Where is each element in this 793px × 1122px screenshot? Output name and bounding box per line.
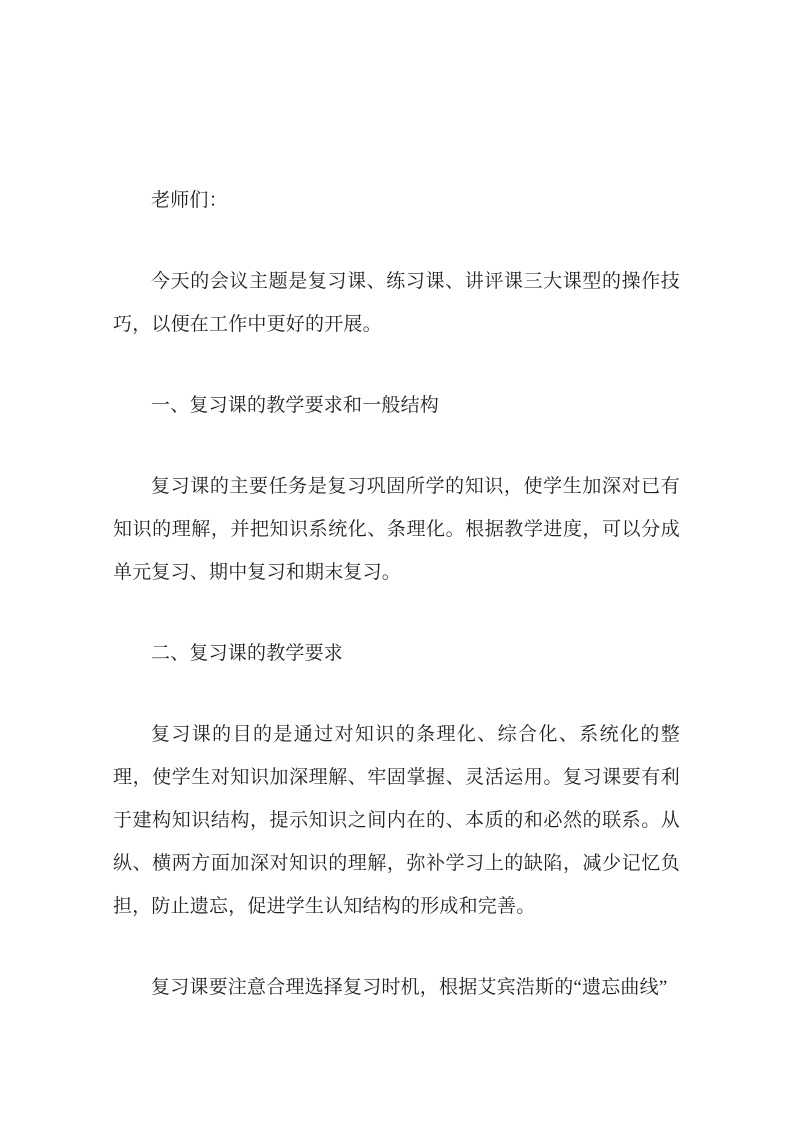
document-body xyxy=(113,179,680,1009)
paragraph-body: 复习课的主要任务是复习巩固所学的知识，使学生加深对已有知识的理解，并把知识系统化、条理化。根据教学进度，可以分成单元复习、期中复习和期末复习。 xyxy=(113,476,680,583)
paragraph-body: 复习课的目的是通过对知识的条理化、综合化、系统化的整理，使学生对知识加深理解、牢固掌握、灵活运用。复习课要有利于建构知识结构，提示知识之间内在的、本质的和必然的联系。从纵、横两方面加深对知识的理解，弥补学习上的缺陷，减少记忆负担，防止遗忘，促进学生认知结构的形成和完善。 xyxy=(113,724,680,917)
paragraph-body: 今天的会议主题是复习课、练习课、讲评课三大课型的操作技巧，以便在工作中更好的开展。 xyxy=(113,271,680,335)
paragraph-heading: 一、复习课的教学要求和一般结构 xyxy=(151,395,440,416)
paragraph-body: 复习课要注意合理选择复习时机，根据艾宾浩斯的“遗忘曲线” xyxy=(151,977,668,998)
paragraph-heading: 二、复习课的教学要求 xyxy=(151,643,344,664)
paragraph-salutation: 老师们： xyxy=(151,190,228,211)
